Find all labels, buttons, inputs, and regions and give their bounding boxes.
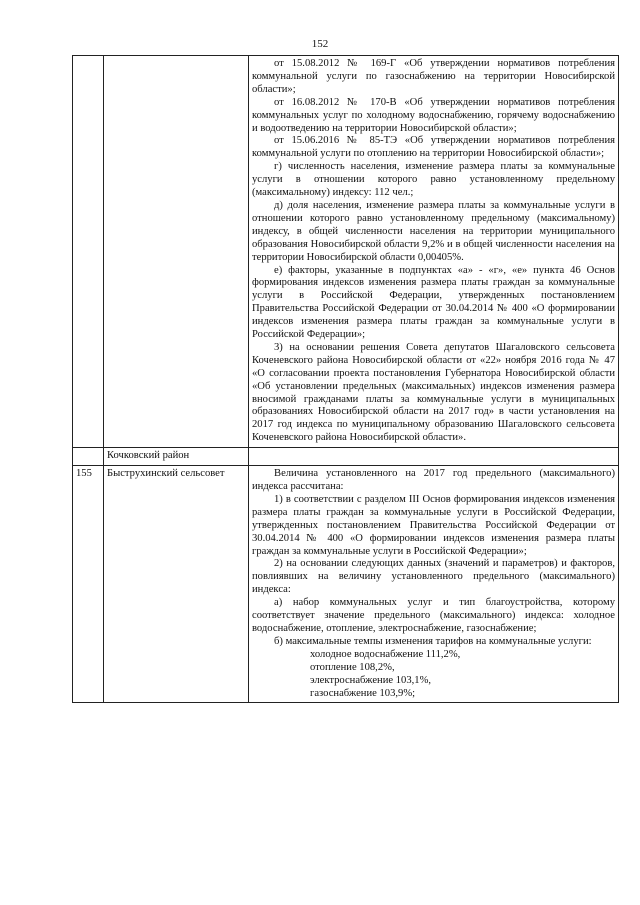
district-header-cell: Кочковский район: [104, 448, 249, 466]
paragraph: Величина установленного на 2017 год предельного (максимального) индекса рассчитана:: [252, 468, 615, 492]
paragraph: от 15.08.2012 № 169-Г «Об утверждении нормативов потребления коммунальной услуги по газоснабжению на территории Новосибирской области»;: [252, 58, 615, 95]
justification-cell: [249, 466, 619, 703]
table-row: [73, 466, 619, 703]
paragraph: е) факторы, указанные в подпунктах «а» - «г», «е» пункта 46 Основ формирования индексов изменения размера платы граждан за коммунальные услуги в Российской Федерации, утвержденных постановлением Правительства Российской Федерации от 30.04.2014 № 400 «О формировании индексов изменения размера платы граждан за коммунальные услуги в Российской Федерации»;: [252, 264, 615, 341]
paragraph: от 16.08.2012 № 170-В «Об утверждении нормативов потребления коммунальных услуг по холодному водоснабжению, горячему водоснабжению и водоотведению на территории Новосибирской области»;: [252, 96, 615, 134]
paragraph: б) максимальные темпы изменения тарифов на коммунальные услуги:: [274, 635, 592, 647]
row-number-cell: [73, 448, 104, 466]
paragraph: г) численность населения, изменение размера платы за коммунальные услуги в отношении которого равно установленному предельному (максимальному) индексу: 112 чел.;: [252, 161, 615, 199]
paragraph: 3) на основании решения Совета депутатов Шагаловского сельсовета Коченевского района Новосибирской области от «22» ноября 2016 года № 47 «О согласовании проекта постановления Губернатора Новосибирской области «Об установлении предельных (максимальных) индексов изменения размера вносимой гражданами платы за коммунальные услуги в муниципальных образованиях Новосибирской области на 2017 год» в части установления на 2017 год индекса по муниципальному образованию Шагаловского сельсовета Коченевского района Новосибирской области».: [252, 341, 615, 444]
page-number: 152: [311, 38, 329, 50]
table-row: [73, 56, 619, 448]
municipality-cell: Быструхинский сельсовет: [104, 466, 249, 703]
row-number-cell: 155: [73, 466, 104, 703]
tariff-rate: отопление 108,2%,: [310, 661, 395, 673]
tariff-rate: электроснабжение 103,1%,: [310, 674, 432, 686]
row-number-cell: [73, 56, 104, 448]
paragraph: от 15.06.2016 № 85-ТЭ «Об утверждении нормативов потребления коммунальной услуги по отоплению на территории Новосибирской области»;: [252, 135, 615, 160]
paragraph: 2) на основании следующих данных (значений и параметров) и факторов, повлиявших на величину установленного предельного (максимального) индекса:: [252, 558, 615, 596]
municipality-cell: [104, 56, 249, 448]
tariff-rate: холодное водоснабжение 111,2%,: [310, 648, 461, 660]
table-row: [73, 448, 619, 466]
tariff-rate: газоснабжение 103,9%;: [310, 687, 416, 699]
index-table: [72, 55, 619, 703]
justification-cell: [249, 56, 619, 448]
paragraph: 1) в соответствии с разделом III Основ формирования индексов изменения размера платы граждан за коммунальные услуги в Российской Федерации, утвержденных постановлением Правительства Российской Федерации от 30.04.2014 № 400 «О формировании индексов изменения размера платы граждан за коммунальные услуги в Российской Федерации»;: [252, 493, 615, 557]
paragraph: а) набор коммунальных услуг и тип благоустройства, которому соответствует значение предельного (максимального) индекса: холодное водоснабжение, отопление, электроснабжение, газоснабжение;: [252, 597, 615, 634]
paragraph: д) доля населения, изменение размера платы за коммунальные услуги в отношении которого равно установленному предельному (максимальному) индексу, в общей численности населения на территории муниципального образования Новосибирской области 9,2% и в общей численности населения на территории Новосибирской области 0,00405%.: [252, 199, 615, 263]
justification-cell: [249, 448, 619, 466]
